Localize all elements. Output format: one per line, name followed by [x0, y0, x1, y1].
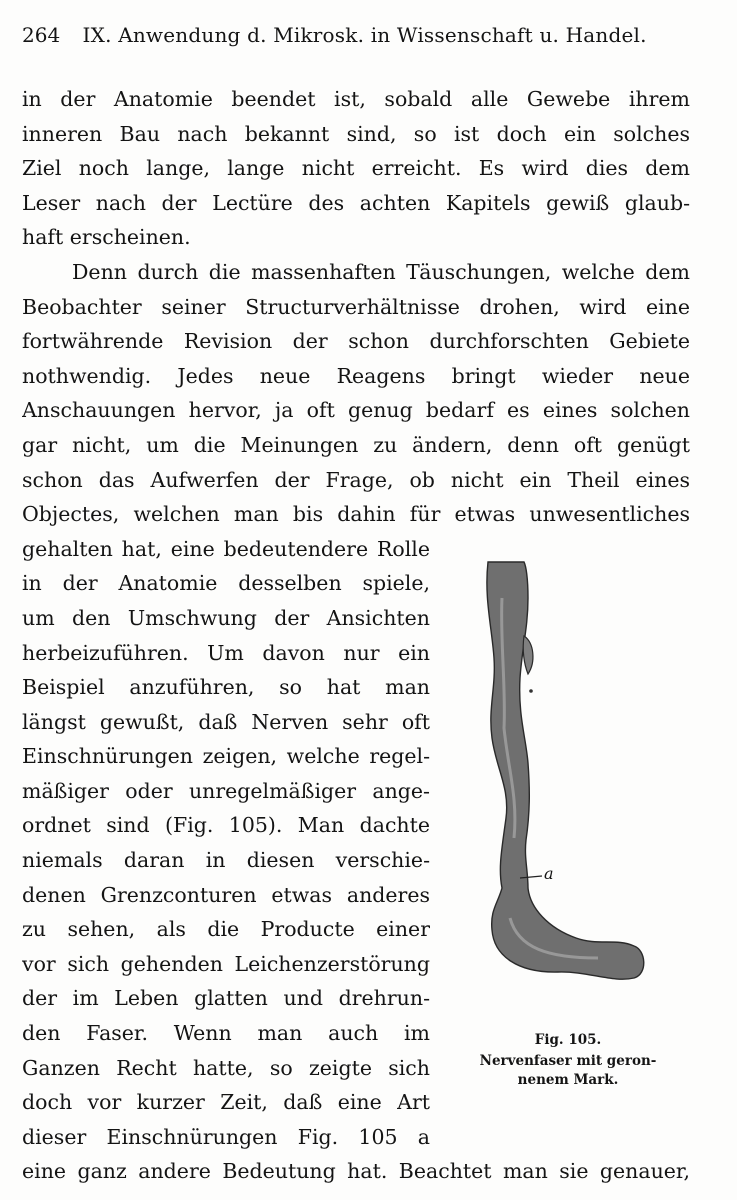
text-line: Leser nach der Lectüre des achten Kapitels gewiß glaub-: [22, 190, 690, 215]
figure-caption-line: Nervenfaser mit geron-: [479, 1053, 657, 1069]
text-line: Beobachter seiner Structurverhältnisse drohen, wird eine: [22, 294, 690, 319]
text-line: haft erscheinen.: [22, 225, 191, 250]
text-line: dieser Einschnürungen Fig. 105 a: [22, 1124, 430, 1149]
nerve-fiber-bulge: [523, 636, 533, 674]
figure-caption-line: nenem Mark.: [517, 1072, 619, 1088]
text-line: Anschauungen hervor, ja oft genug bedarf es eines solchen: [22, 398, 690, 423]
chapter-title: IX. Anwendung d. Mikrosk. in Wissenschaft u. Handel.: [82, 23, 647, 47]
text-line: ordnet sind (Fig. 105). Man dachte: [22, 813, 430, 838]
text-line: denen Grenzconturen etwas anderes: [22, 882, 430, 907]
text-line: Beispiel anzuführen, so hat man: [22, 675, 430, 700]
text-line: nothwendig. Jedes neue Reagens bringt wieder neue: [22, 363, 690, 388]
text-line: inneren Bau nach bekannt sind, so ist doch ein solches: [22, 121, 690, 146]
figure-label: Fig. 105.: [534, 1032, 602, 1048]
text-line: fortwährende Revision der schon durchforschten Gebiete: [22, 329, 690, 354]
text-line: Denn durch die massenhaften Täuschungen, welche dem: [72, 259, 690, 284]
text-line: zu sehen, als die Producte einer: [22, 917, 430, 942]
text-line: in der Anatomie desselben spiele,: [22, 571, 430, 596]
text-line: herbeizuführen. Um davon nur ein: [22, 640, 430, 665]
figure-caption: [448, 1052, 688, 1090]
text-line: vor sich gehenden Leichenzerstörung: [22, 951, 430, 976]
text-line: eine ganz andere Bedeutung hat. Beachtet man sie genauer,: [22, 1159, 690, 1184]
text-line: schon das Aufwerfen der Frage, ob nicht ein Theil eines: [22, 467, 690, 492]
text-line: den Faser. Wenn man auch im: [22, 1021, 430, 1046]
text-line: niemals daran in diesen verschie-: [22, 848, 430, 873]
running-head: [22, 18, 712, 52]
page-number: 264: [22, 23, 61, 47]
nerve-fiber-illustration: [448, 558, 688, 1008]
text-line: der im Leben glatten und drehrun-: [22, 986, 430, 1011]
speck-mark: [529, 689, 533, 693]
text-line: Ganzen Recht hatte, so zeigte sich: [22, 1055, 430, 1080]
text-line: um den Umschwung der Ansichten: [22, 605, 430, 630]
text-line: gar nicht, um die Meinungen zu ändern, denn oft genügt: [22, 432, 690, 457]
text-line: Ziel noch lange, lange nicht erreicht. Es wird dies dem: [22, 156, 690, 181]
text-line: in der Anatomie beendet ist, sobald alle Gewebe ihrem: [22, 87, 690, 111]
text-line: doch vor kurzer Zeit, daß eine Art: [22, 1090, 430, 1115]
figure-105: [448, 558, 688, 1088]
text-line: Objectes, welchen man bis dahin für etwas unwesentliches: [22, 502, 690, 527]
text-line: gehalten hat, eine bedeutendere Rolle: [22, 536, 430, 561]
marker-a-label: a: [544, 864, 554, 883]
text-line: längst gewußt, daß Nerven sehr oft: [22, 709, 430, 734]
text-line: Einschnürungen zeigen, welche regel-: [22, 744, 430, 769]
text-line: mäßiger oder unregelmäßiger ange-: [22, 778, 430, 803]
